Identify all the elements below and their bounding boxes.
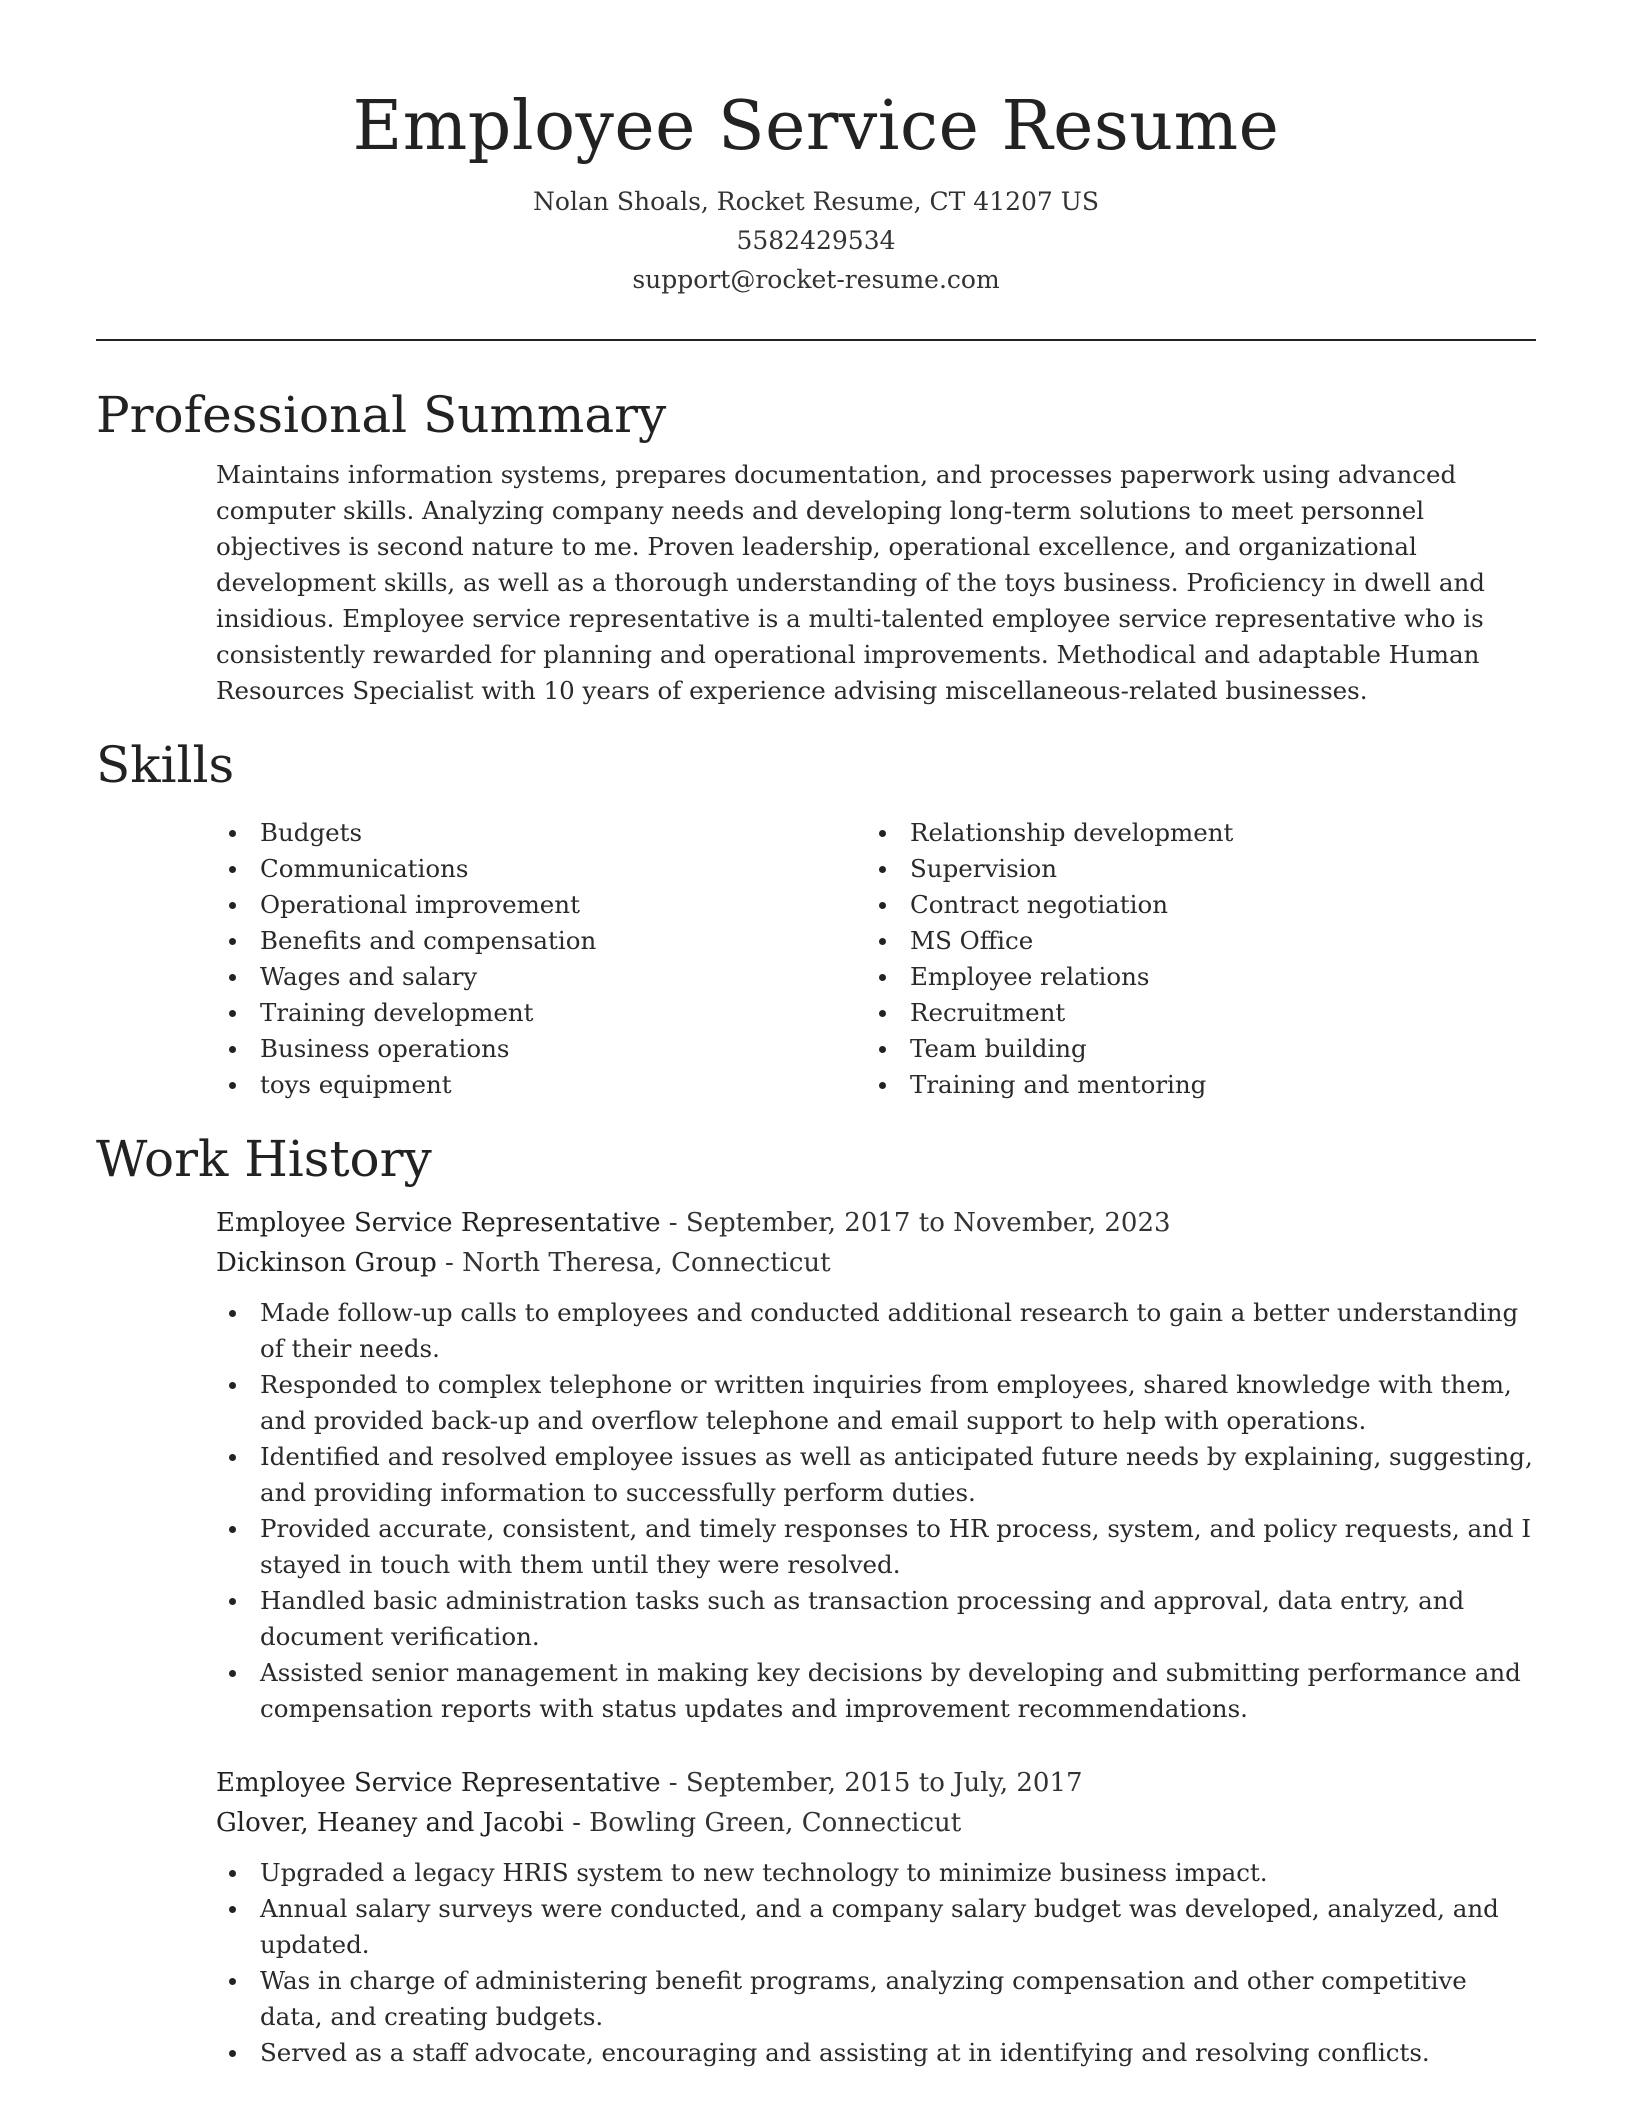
job-duty-item: Was in charge of administering benefit programs, analyzing compensation and other competitive data, and creating budgets. [216,1963,1536,2035]
job-duties-list [216,1295,1536,1727]
contact-email: support@rocket-resume.com [632,265,1000,294]
job-company-line [216,1803,1536,1843]
job-separator: - [660,1208,686,1238]
skills-heading: Skills [96,736,235,794]
job-duties-list [216,1855,1536,2071]
resume-header [96,0,1536,299]
contact-address: Nolan Shoals, Rocket Resume, CT 41207 US [533,187,1099,216]
job-dates: September, 2017 to November, 2023 [685,1208,1171,1238]
skill-item: Contract negotiation [866,887,1516,923]
skill-item: MS Office [866,923,1516,959]
job-company: Glover, Heaney and Jacobi [216,1808,564,1838]
skill-item: Budgets [216,815,866,851]
job-dates: September, 2015 to July, 2017 [685,1768,1083,1798]
skill-item: Training and mentoring [866,1067,1516,1103]
skill-item: Business operations [216,1031,866,1067]
contact-phone: 5582429534 [736,226,896,255]
job-title-line [216,1763,1536,1803]
skills-list [216,815,1536,1103]
work-history-heading: Work History [96,1130,432,1188]
job-company-line [216,1243,1536,1283]
job-duty-item: Upgraded a legacy HRIS system to new technology to minimize business impact. [216,1855,1536,1891]
resume-title: Employee Service Resume [352,87,1280,166]
skill-item: Wages and salary [216,959,866,995]
skill-item: Benefits and compensation [216,923,866,959]
skill-item: Operational improvement [216,887,866,923]
job-duty-item: Identified and resolved employee issues as well as anticipated future needs by explaining, suggesting, and providing information to successfully perform duties. [216,1439,1536,1511]
job-duty-item: Served as a staff advocate, encouraging and assisting at in identifying and resolving conflicts. [216,2035,1536,2071]
job-duty-item: Made follow-up calls to employees and conducted additional research to gain a better understanding of their needs. [216,1295,1536,1367]
skill-item: Employee relations [866,959,1516,995]
contact-block [96,182,1536,299]
job-duty-item: Provided accurate, consistent, and timely responses to HR process, system, and policy requests, and I stayed in touch with them until they were resolved. [216,1511,1536,1583]
resume-page [96,0,1536,2071]
skill-item: Recruitment [866,995,1516,1031]
header-divider [96,339,1536,341]
job-duty-item: Annual salary surveys were conducted, and a company salary budget was developed, analyzed, and updated. [216,1891,1536,1963]
job-entry [216,1203,1536,1727]
summary-text: Maintains information systems, prepares documentation, and processes paperwork using advanced computer skills. Analyzing company needs and developing long-term solutions to meet personnel objectives is second nature to me. Proven leadership, operational excellence, and organizational development skills, as well as a thorough understanding of the toys business. Proficiency in dwell and insidious. Employee service representative is a multi-talented employee service representative who is consistently rewarded for planning and operational improvements. Methodical and adaptable Human Resources Specialist with 10 years of experience advising miscellaneous-related businesses. [216,460,1485,705]
skill-item: Supervision [866,851,1516,887]
skill-item: Communications [216,851,866,887]
job-separator: - [436,1248,463,1278]
job-company: Dickinson Group [216,1248,437,1278]
job-location: Bowling Green, Connecticut [589,1808,962,1838]
job-title-line [216,1203,1536,1243]
job-duty-item: Assisted senior management in making key decisions by developing and submitting performance and compensation reports with status updates and improvement recommendations. [216,1655,1536,1727]
job-location: North Theresa, Connecticut [462,1248,831,1278]
skills-column-left [216,815,866,1103]
skill-item: Relationship development [866,815,1516,851]
job-title: Employee Service Representative [216,1768,661,1798]
job-duty-item: Handled basic administration tasks such as transaction processing and approval, data entry, and document verification. [216,1583,1536,1655]
skill-item: Team building [866,1031,1516,1067]
skill-item: toys equipment [216,1067,866,1103]
summary-heading: Professional Summary [96,386,667,444]
skill-item: Training development [216,995,866,1031]
job-duty-item: Responded to complex telephone or written inquiries from employees, shared knowledge with them, and provided back-up and overflow telephone and email support to help with operations. [216,1367,1536,1439]
job-separator: - [563,1808,590,1838]
job-separator: - [660,1768,686,1798]
job-entry [216,1763,1536,2071]
skills-column-right [866,815,1516,1103]
job-title: Employee Service Representative [216,1208,661,1238]
